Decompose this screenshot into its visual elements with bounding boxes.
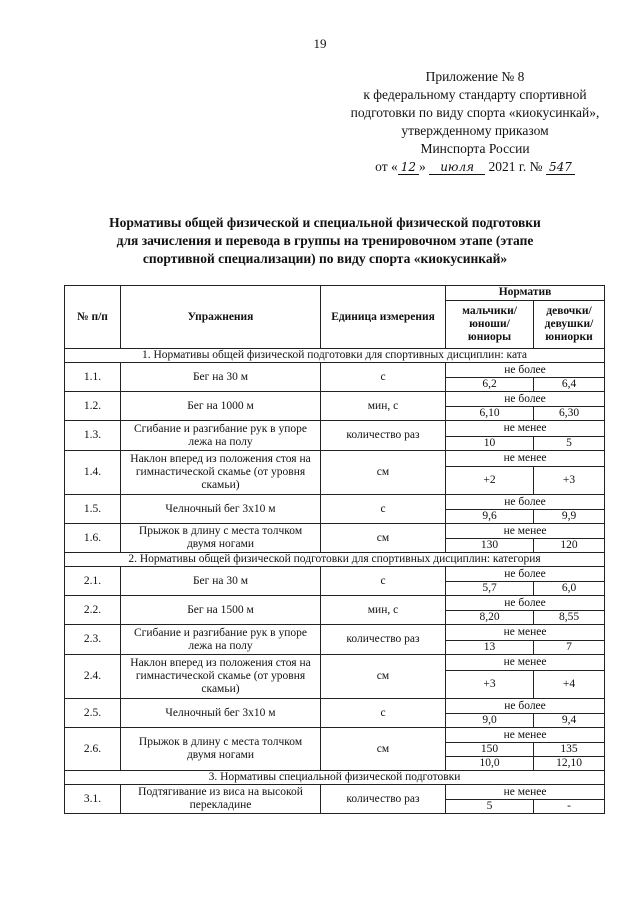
row-number: 2.1. bbox=[65, 567, 121, 596]
norm-condition: не более bbox=[446, 363, 605, 378]
value-boys: 8,20 bbox=[446, 611, 534, 625]
row-number: 1.2. bbox=[65, 392, 121, 421]
date-day: 12 bbox=[398, 160, 419, 175]
appendix-line: к федеральному стандарту спортивной bbox=[363, 87, 587, 102]
norm-condition: не более bbox=[446, 699, 605, 714]
value-girls: 135 bbox=[534, 743, 605, 757]
date-prefix: от « bbox=[375, 159, 398, 174]
header-girls: девочки/ девушки/ юниорки bbox=[534, 300, 605, 348]
title-line: спортивной специализации) по виду спорта «киокусинкай» bbox=[142, 251, 508, 266]
section-title: 1. Нормативы общей физической подготовки для спортивных дисциплин: ката bbox=[65, 349, 605, 363]
value-boys: 6,2 bbox=[446, 378, 534, 392]
appendix-title: Приложение № 8 bbox=[425, 69, 525, 84]
title-line: Нормативы общей физической и специальной физической подготовки bbox=[109, 215, 541, 230]
norm-condition: не менее bbox=[446, 785, 605, 800]
value-girls: +4 bbox=[534, 671, 605, 699]
row-number: 2.5. bbox=[65, 699, 121, 728]
norm-condition: не менее bbox=[446, 451, 605, 467]
unit: количество раз bbox=[321, 421, 446, 451]
value-girls: 6,4 bbox=[534, 378, 605, 392]
appendix-block bbox=[330, 68, 620, 176]
appendix-line: утвержденному приказом bbox=[401, 123, 549, 138]
row-number: 1.3. bbox=[65, 421, 121, 451]
value-girls: - bbox=[534, 800, 605, 814]
value-girls: 9,4 bbox=[534, 714, 605, 728]
unit: с bbox=[321, 699, 446, 728]
date-month: июля bbox=[429, 160, 485, 175]
header-unit: Единица измерения bbox=[321, 286, 446, 349]
norm-condition: не менее bbox=[446, 625, 605, 641]
norm-condition: не более bbox=[446, 596, 605, 611]
unit: с bbox=[321, 495, 446, 524]
value-boys: 130 bbox=[446, 539, 534, 553]
value-boys: +3 bbox=[446, 671, 534, 699]
exercise-name: Наклон вперед из положения стоя на гимнастической скамье (от уровня скамьи) bbox=[121, 655, 321, 699]
norm-condition: не более bbox=[446, 567, 605, 582]
appendix-date-line bbox=[330, 158, 620, 176]
exercise-name: Прыжок в длину с места толчком двумя ногами bbox=[121, 524, 321, 553]
exercise-name: Бег на 1500 м bbox=[121, 596, 321, 625]
header-exercise: Упражнения bbox=[121, 286, 321, 349]
header-boys: мальчики/ юноши/ юниоры bbox=[446, 300, 534, 348]
exercise-name: Наклон вперед из положения стоя на гимнастической скамье (от уровня скамьи) bbox=[121, 451, 321, 495]
value-boys: 5 bbox=[446, 800, 534, 814]
value-boys: 5,7 bbox=[446, 582, 534, 596]
section-title: 2. Нормативы общей физической подготовки для спортивных дисциплин: категория bbox=[65, 553, 605, 567]
row-number: 2.2. bbox=[65, 596, 121, 625]
norm-condition: не более bbox=[446, 392, 605, 407]
unit: с bbox=[321, 567, 446, 596]
row-number: 3.1. bbox=[65, 785, 121, 814]
exercise-name: Прыжок в длину с места толчком двумя ногами bbox=[121, 728, 321, 771]
row-number: 2.6. bbox=[65, 728, 121, 771]
value-boys: 9,0 bbox=[446, 714, 534, 728]
appendix-line: подготовки по виду спорта «киокусинкай», bbox=[350, 105, 600, 120]
exercise-name: Бег на 30 м bbox=[121, 363, 321, 392]
unit: см bbox=[321, 451, 446, 495]
value-girls: 12,10 bbox=[534, 757, 605, 771]
title-line: для зачисления и перевода в группы на тренировочном этапе (этапе bbox=[116, 233, 534, 248]
row-number: 1.5. bbox=[65, 495, 121, 524]
value-girls: 5 bbox=[534, 437, 605, 451]
norm-condition: не более bbox=[446, 495, 605, 510]
header-norm: Норматив bbox=[446, 286, 605, 301]
unit: с bbox=[321, 363, 446, 392]
date-year: 2021 г. № bbox=[488, 159, 543, 174]
exercise-name: Сгибание и разгибание рук в упоре лежа на полу bbox=[121, 421, 321, 451]
unit: мин, с bbox=[321, 596, 446, 625]
unit: количество раз bbox=[321, 625, 446, 655]
row-number: 2.3. bbox=[65, 625, 121, 655]
value-boys: 10,0 bbox=[446, 757, 534, 771]
order-number: 547 bbox=[546, 160, 575, 175]
value-boys: 13 bbox=[446, 641, 534, 655]
row-number: 1.1. bbox=[65, 363, 121, 392]
header-num: № п/п bbox=[65, 286, 121, 349]
document-title bbox=[60, 214, 590, 268]
value-girls: 120 bbox=[534, 539, 605, 553]
exercise-name: Подтягивание из виса на высокой перекладине bbox=[121, 785, 321, 814]
exercise-name: Бег на 1000 м bbox=[121, 392, 321, 421]
norm-condition: не менее bbox=[446, 655, 605, 671]
unit: мин, с bbox=[321, 392, 446, 421]
value-girls: 6,0 bbox=[534, 582, 605, 596]
exercise-name: Челночный бег 3х10 м bbox=[121, 495, 321, 524]
value-boys: 6,10 bbox=[446, 407, 534, 421]
row-number: 1.6. bbox=[65, 524, 121, 553]
exercise-name: Бег на 30 м bbox=[121, 567, 321, 596]
value-girls: +3 bbox=[534, 467, 605, 495]
value-boys: +2 bbox=[446, 467, 534, 495]
unit: см bbox=[321, 524, 446, 553]
date-mid: » bbox=[419, 159, 426, 174]
section-title: 3. Нормативы специальной физической подготовки bbox=[65, 771, 605, 785]
exercise-name: Сгибание и разгибание рук в упоре лежа на полу bbox=[121, 625, 321, 655]
unit: см bbox=[321, 728, 446, 771]
value-girls: 6,30 bbox=[534, 407, 605, 421]
norm-condition: не менее bbox=[446, 524, 605, 539]
row-number: 2.4. bbox=[65, 655, 121, 699]
row-number: 1.4. bbox=[65, 451, 121, 495]
value-girls: 7 bbox=[534, 641, 605, 655]
exercise-name: Челночный бег 3х10 м bbox=[121, 699, 321, 728]
norm-condition: не менее bbox=[446, 421, 605, 437]
norm-condition: не менее bbox=[446, 728, 605, 743]
value-boys: 9,6 bbox=[446, 510, 534, 524]
unit: см bbox=[321, 655, 446, 699]
value-girls: 9,9 bbox=[534, 510, 605, 524]
page-number: 19 bbox=[313, 36, 327, 51]
value-boys: 150 bbox=[446, 743, 534, 757]
appendix-line: Минспорта России bbox=[420, 141, 530, 156]
standards-table bbox=[64, 285, 605, 814]
value-boys: 10 bbox=[446, 437, 534, 451]
value-girls: 8,55 bbox=[534, 611, 605, 625]
unit: количество раз bbox=[321, 785, 446, 814]
